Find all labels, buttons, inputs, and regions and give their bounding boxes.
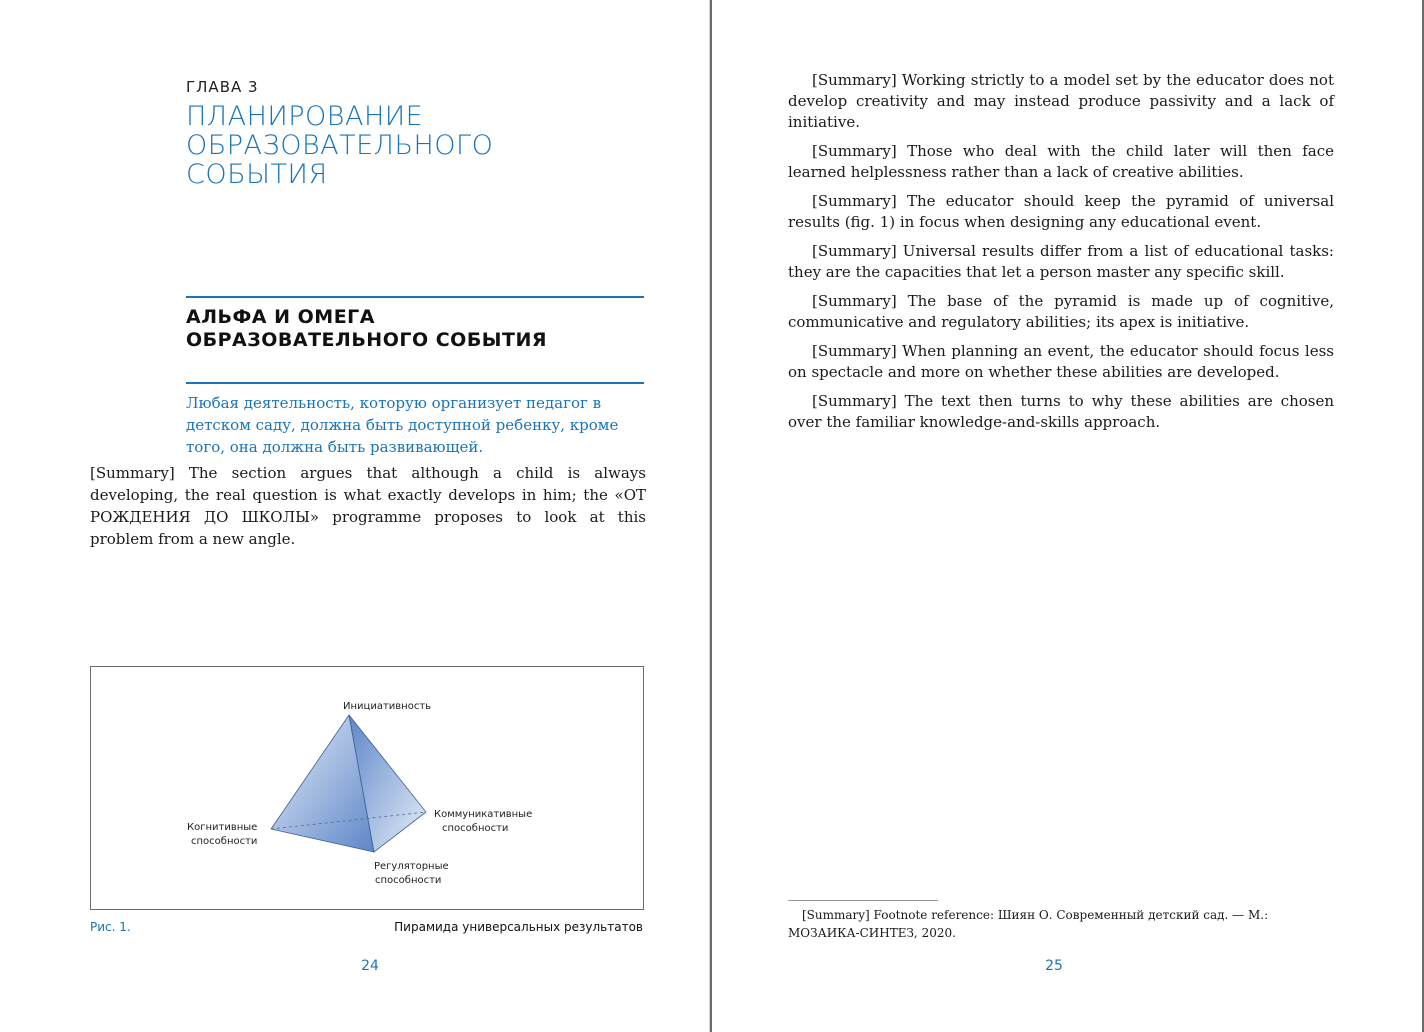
footnote-rule (788, 900, 938, 901)
figure-caption: Пирамида универсальных результатов (394, 920, 643, 934)
page-right (712, 0, 1422, 1032)
paragraph-2: [Summary] Those who deal with the child later will then face learned helplessness rather than a lack of creative abilities. (788, 142, 1334, 181)
label-left-1: Когнитивные (187, 822, 258, 833)
paragraph-3: [Summary] The educator should keep the pyramid of universal results (fig. 1) in focus when designing any educational event. (788, 192, 1334, 231)
page-number-right: 25 (1045, 958, 1063, 974)
label-front-1: Регуляторные (374, 861, 449, 872)
section-title: АЛЬФА И ОМЕГА ОБРАЗОВАТЕЛЬНОГО СОБЫТИЯ (186, 306, 547, 351)
label-right-2: способности (442, 823, 509, 834)
paragraph-1: [Summary] Working strictly to a model set by the educator does not develop creativity and may instead produce passivity and a lack of initiative. (788, 71, 1334, 131)
right-column (788, 70, 1334, 441)
paragraph-5: [Summary] The base of the pyramid is made up of cognitive, communicative and regulatory abilities; its apex is initiative. (788, 292, 1334, 331)
body-paragraph: [Summary] The section argues that although a child is always developing, the real question is what exactly develops in him; the «ОТ РОЖДЕНИЯ ДО ШКОЛЫ» programme proposes to look at this problem from a new angle. (90, 464, 646, 548)
page-left (0, 0, 710, 1032)
pyramid-diagram (91, 667, 643, 909)
label-right-1: Коммуникативные (434, 809, 533, 820)
footnote: [Summary] Footnote reference: Шиян О. Современный детский сад. — М.: МОЗАИКА-СИНТЕЗ, 2020. (788, 908, 1269, 940)
lead-paragraph: Любая деятельность, которую организует педагог в детском саду, должна быть доступной ребенку, кроме того, она должна быть развивающей. (186, 394, 619, 456)
label-left-2: способности (191, 836, 258, 847)
section-top-rule (186, 296, 644, 298)
chapter-title: ПЛАНИРОВАНИЕ ОБРАЗОВАТЕЛЬНОГО СОБЫТИЯ (186, 101, 494, 190)
label-apex: Инициативность (343, 701, 432, 712)
chapter-label: ГЛАВА 3 (186, 78, 259, 96)
figure-frame (90, 666, 644, 910)
label-front-2: способности (375, 875, 442, 886)
paragraph-4: [Summary] Universal results differ from a list of educational tasks: they are the capacities that let a person master any specific skill. (788, 242, 1334, 281)
page-number-left: 24 (361, 958, 379, 974)
paragraph-6: [Summary] When planning an event, the educator should focus less on spectacle and more on whether these abilities are developed. (788, 342, 1334, 381)
section-bottom-rule (186, 382, 644, 384)
figure-label: Рис. 1. (90, 920, 131, 934)
paragraph-7: [Summary] The text then turns to why these abilities are chosen over the familiar knowledge-and-skills approach. (788, 392, 1334, 431)
